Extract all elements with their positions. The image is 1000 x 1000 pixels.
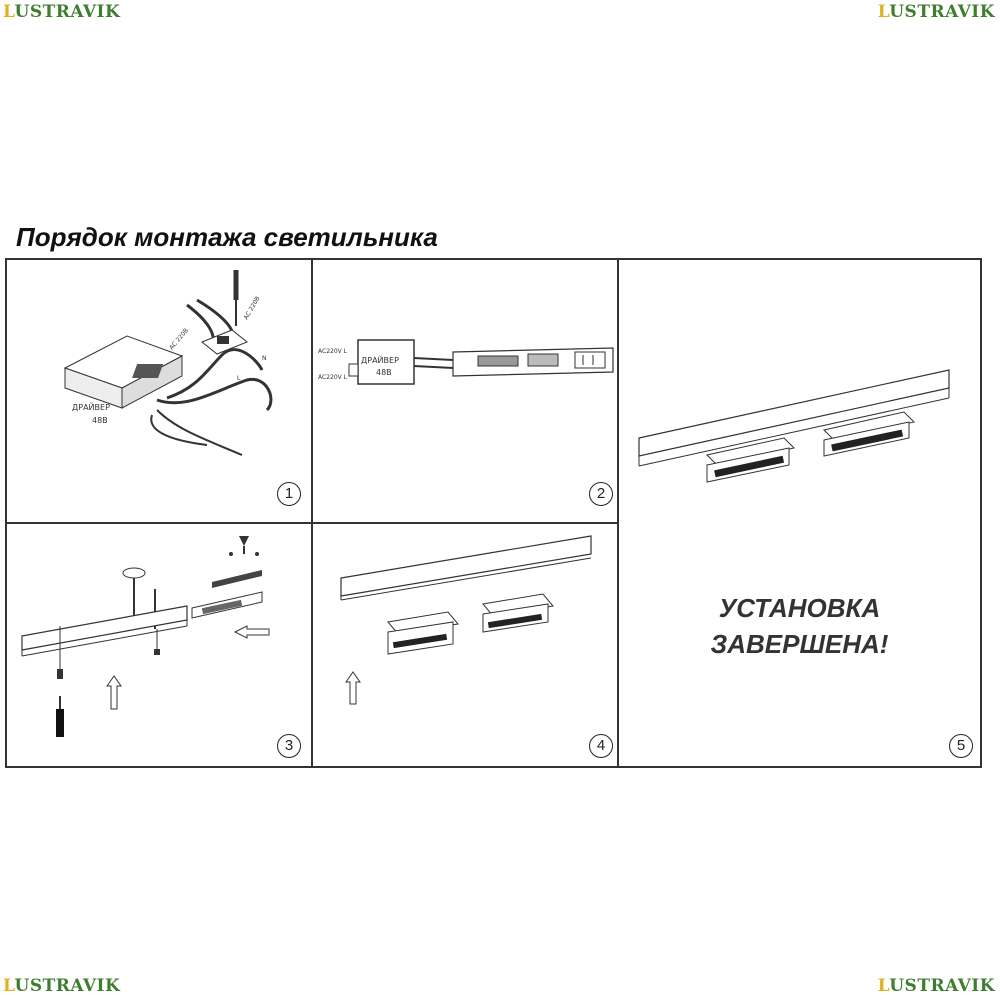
brand-logo-bottom-left: LUSTRAVIK — [3, 976, 121, 996]
brand-logo-bottom-right: LUSTRAVIK — [877, 976, 995, 996]
installed-spot-2 — [824, 412, 914, 456]
svg-text:ДРАЙВЕР: ДРАЙВЕР — [361, 356, 399, 365]
svg-text:N: N — [262, 355, 267, 362]
brand-logo-top-right: LUSTRAVIK — [877, 2, 995, 22]
step-1-panel — [7, 260, 313, 524]
step-5-number: 5 — [949, 734, 973, 758]
svg-text:AC220V L: AC220V L — [318, 348, 347, 355]
installation-steps-grid — [5, 258, 982, 768]
step-5-illustration — [619, 260, 980, 766]
step-4-panel — [313, 524, 619, 766]
done-line-1: УСТАНОВКА — [718, 593, 881, 623]
step-3-number: 3 — [277, 734, 301, 758]
svg-text:AC220V L: AC220V L — [318, 374, 347, 381]
svg-text:ДРАЙВЕР: ДРАЙВЕР — [72, 403, 110, 412]
step-4-illustration — [313, 524, 617, 764]
step-2-panel — [313, 260, 619, 524]
step-2-number: 2 — [589, 482, 613, 506]
step-5-panel — [619, 260, 980, 766]
step-3-panel — [7, 524, 313, 766]
svg-text:L: L — [237, 375, 241, 382]
track-spot-2 — [483, 594, 553, 632]
step-3-illustration — [7, 524, 311, 764]
done-line-2: ЗАВЕРШЕНА! — [710, 629, 889, 659]
installation-complete-text — [619, 590, 980, 662]
page-title: Порядок монтажа светильника — [16, 222, 438, 252]
svg-text:48В: 48В — [92, 416, 108, 425]
svg-text:AC 220В: AC 220В — [168, 327, 191, 352]
svg-text:48В: 48В — [376, 368, 392, 377]
track-spot-1 — [388, 612, 458, 654]
svg-text:AC 220В: AC 220В — [242, 295, 262, 321]
step-1-number: 1 — [277, 482, 301, 506]
installed-spot-1 — [707, 438, 794, 482]
step-1-illustration — [7, 260, 311, 522]
step-4-number: 4 — [589, 734, 613, 758]
brand-logo-top-left: LUSTRAVIK — [3, 2, 121, 22]
step-2-illustration — [313, 260, 617, 522]
